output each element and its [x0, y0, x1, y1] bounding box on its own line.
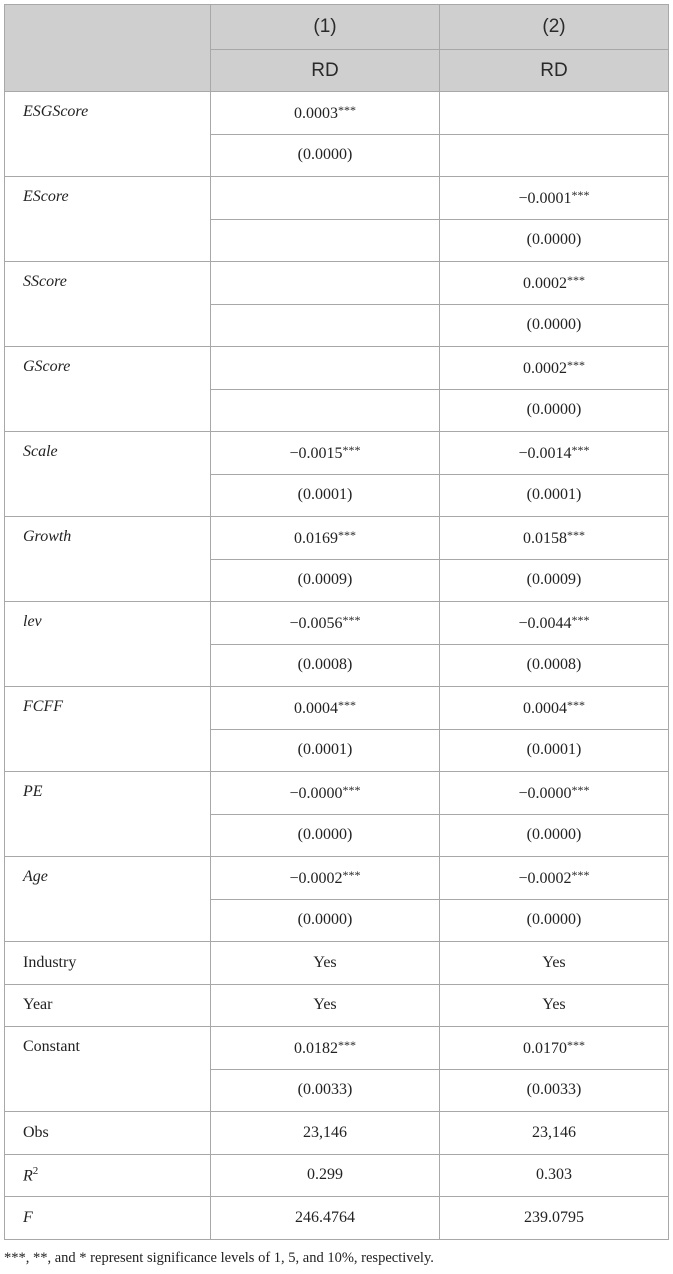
row-label-f: [5, 1197, 211, 1240]
coef-cell-model-1-value: 0.0004: [294, 699, 338, 717]
coef-cell-model-1: [211, 687, 440, 730]
coef-cell-model-2-significance-stars: ***: [567, 272, 585, 287]
table-footnote: ***, **, and * represent significance levels of 1, 5, and 10%, respectively.: [4, 1250, 434, 1266]
row-label-sscore: [5, 262, 211, 347]
table-row: [5, 687, 669, 730]
fe-cell-model-2-value: Yes: [542, 996, 566, 1014]
coef-cell-model-1: [211, 347, 440, 390]
table-header: [5, 5, 669, 92]
se-cell-model-2: [440, 1069, 669, 1112]
coef-cell-model-1: [211, 772, 440, 815]
coef-cell-model-2-value: 0.0002: [523, 359, 567, 377]
stat-cell-model-1: [211, 1154, 440, 1197]
row-label-scale: [5, 432, 211, 517]
row-label-year: Year: [5, 984, 211, 1027]
coef-cell-model-2-significance-stars: ***: [571, 867, 590, 882]
fe-cell-model-2: [440, 942, 669, 985]
table-row: [5, 1154, 669, 1197]
coef-cell-model-1-significance-stars: ***: [338, 102, 356, 117]
coef-cell-model-2-value: −0.0002: [518, 869, 572, 887]
se-cell-model-1-value: (0.0009): [297, 571, 353, 589]
coef-cell-model-2: [440, 687, 669, 730]
header-model-1: (1): [211, 5, 440, 50]
coef-cell-model-1-significance-stars: ***: [342, 442, 361, 457]
table-row: [5, 92, 669, 135]
table-row: [5, 432, 669, 475]
table-row: [5, 1197, 669, 1240]
coef-cell-model-2-value: 0.0158: [523, 529, 567, 547]
stat-cell-model-2-value: 239.0795: [524, 1208, 584, 1226]
row-label-escore: [5, 177, 211, 262]
se-cell-model-2-value: (0.0000): [526, 401, 582, 419]
coef-cell-model-1-value: 0.0003: [294, 104, 338, 122]
header-row-model-numbers: [5, 5, 669, 50]
coef-cell-model-2: [440, 1027, 669, 1070]
coef-cell-model-2-value: 0.0002: [523, 274, 567, 292]
stat-cell-model-2: [440, 1112, 669, 1155]
coef-cell-model-2: [440, 772, 669, 815]
row-label-obs: Obs: [5, 1112, 211, 1155]
table-row: [5, 942, 669, 985]
se-cell-model-1: [211, 729, 440, 772]
se-cell-model-2: [440, 814, 669, 857]
coef-cell-model-2: [440, 262, 669, 305]
se-cell-model-2: [440, 899, 669, 942]
se-cell-model-1-value: (0.0000): [297, 826, 353, 844]
stat-cell-model-1-value: 246.4764: [295, 1208, 355, 1226]
table-row: [5, 602, 669, 645]
se-cell-model-2: [440, 389, 669, 432]
stat-cell-model-2: [440, 1197, 669, 1240]
coef-cell-model-1-value: −0.0000: [289, 784, 343, 802]
stat-cell-model-1: [211, 1112, 440, 1155]
coef-cell-model-2-value: −0.0001: [518, 189, 572, 207]
se-cell-model-2: [440, 644, 669, 687]
coef-cell-model-2: [440, 602, 669, 645]
se-cell-model-2: [440, 134, 669, 177]
se-cell-model-2-value: (0.0001): [526, 486, 582, 504]
coef-cell-model-2-significance-stars: ***: [567, 527, 585, 542]
coef-cell-model-1-significance-stars: ***: [338, 697, 356, 712]
coef-cell-model-1: [211, 92, 440, 135]
table-row: [5, 517, 669, 560]
stat-cell-model-1-value: 0.299: [307, 1166, 343, 1184]
se-cell-model-1: [211, 474, 440, 517]
coef-cell-model-1-value: −0.0056: [289, 614, 343, 632]
table-row: [5, 857, 669, 900]
coef-cell-model-2-significance-stars: ***: [567, 1037, 585, 1052]
row-label-industry: Industry: [5, 942, 211, 985]
se-cell-model-1: [211, 644, 440, 687]
row-label-pe: [5, 772, 211, 857]
row-label-text: Scale: [23, 443, 58, 460]
row-label-text: FCFF: [23, 698, 63, 715]
row-label-text: SScore: [23, 273, 67, 290]
coef-cell-model-2-significance-stars: ***: [571, 442, 590, 457]
se-cell-model-1-value: (0.0000): [297, 146, 353, 164]
row-label-text: R: [23, 1167, 33, 1185]
coef-cell-model-2-value: −0.0044: [518, 614, 572, 632]
coef-cell-model-1-significance-stars: ***: [338, 1037, 356, 1052]
se-cell-model-1-value: (0.0008): [297, 656, 353, 674]
coef-cell-model-2-value: −0.0000: [518, 784, 572, 802]
stat-cell-model-2-value: 23,146: [532, 1123, 576, 1141]
coef-cell-model-2-significance-stars: ***: [567, 357, 585, 372]
stat-cell-model-2: [440, 1154, 669, 1197]
row-label-text: GScore: [23, 358, 71, 375]
fe-cell-model-1: [211, 984, 440, 1027]
se-cell-model-2: [440, 729, 669, 772]
regression-table-container: [4, 4, 668, 1240]
row-label-text: F: [23, 1208, 33, 1226]
coef-cell-model-1-value: −0.0002: [289, 869, 343, 887]
se-cell-model-2-value: (0.0009): [526, 571, 582, 589]
se-cell-model-1: [211, 814, 440, 857]
coef-cell-model-1-significance-stars: ***: [338, 527, 356, 542]
row-label-text: lev: [23, 613, 42, 630]
coef-cell-model-2: [440, 432, 669, 475]
coef-cell-model-2: [440, 347, 669, 390]
coef-cell-model-1: [211, 602, 440, 645]
header-blank-cell: [5, 5, 211, 92]
row-label-text: Age: [23, 868, 48, 885]
se-cell-model-1: [211, 899, 440, 942]
se-cell-model-1-value: (0.0001): [297, 486, 353, 504]
se-cell-model-1: [211, 134, 440, 177]
coef-cell-model-1-value: −0.0015: [289, 444, 343, 462]
se-cell-model-2-value: (0.0001): [526, 741, 582, 759]
row-label-text: ESGScore: [23, 103, 89, 120]
stat-cell-model-1-value: 23,146: [303, 1123, 347, 1141]
se-cell-model-2-value: (0.0000): [526, 911, 582, 929]
row-label-lev: [5, 602, 211, 687]
coef-cell-model-2-value: 0.0170: [523, 1039, 567, 1057]
header-depvar-1: RD: [211, 50, 440, 92]
superscript-two: 2: [32, 1165, 39, 1178]
coef-cell-model-2-significance-stars: ***: [571, 187, 590, 202]
se-cell-model-2: [440, 304, 669, 347]
coef-cell-model-1: [211, 1027, 440, 1070]
se-cell-model-2: [440, 219, 669, 262]
coef-cell-model-1-significance-stars: ***: [342, 612, 361, 627]
se-cell-model-1-value: (0.0033): [297, 1081, 353, 1099]
se-cell-model-1: [211, 219, 440, 262]
row-label-constant: Constant: [5, 1027, 211, 1112]
coef-cell-model-1-value: 0.0182: [294, 1039, 338, 1057]
regression-table: [4, 4, 669, 1240]
coef-cell-model-1: [211, 857, 440, 900]
coef-cell-model-1-significance-stars: ***: [342, 782, 361, 797]
coef-cell-model-2-significance-stars: ***: [567, 697, 585, 712]
table-row: [5, 772, 669, 815]
se-cell-model-2: [440, 474, 669, 517]
table-row: [5, 347, 669, 390]
coef-cell-model-2: [440, 177, 669, 220]
se-cell-model-1: [211, 1069, 440, 1112]
coef-cell-model-2-value: −0.0014: [518, 444, 572, 462]
se-cell-model-1: [211, 304, 440, 347]
row-label-growth: [5, 517, 211, 602]
row-label-text: Growth: [23, 528, 72, 545]
row-label-text: EScore: [23, 188, 69, 205]
se-cell-model-2-value: (0.0008): [526, 656, 582, 674]
se-cell-model-2: [440, 559, 669, 602]
row-label-fcff: [5, 687, 211, 772]
fe-cell-model-1: [211, 942, 440, 985]
se-cell-model-1-value: (0.0001): [297, 741, 353, 759]
coef-cell-model-1: [211, 262, 440, 305]
table-row: [5, 1112, 669, 1155]
row-label-age: [5, 857, 211, 942]
table-row: [5, 177, 669, 220]
se-cell-model-1: [211, 389, 440, 432]
table-body: [5, 92, 669, 1240]
header-depvar-2: RD: [440, 50, 669, 92]
fe-cell-model-2: [440, 984, 669, 1027]
coef-cell-model-1: [211, 517, 440, 560]
table-row: [5, 984, 669, 1027]
coef-cell-model-2: [440, 857, 669, 900]
se-cell-model-2-value: (0.0000): [526, 316, 582, 334]
coef-cell-model-2: [440, 92, 669, 135]
fe-cell-model-1-value: Yes: [313, 996, 337, 1014]
row-label-r-squared: [5, 1154, 211, 1197]
row-label-esgscore: [5, 92, 211, 177]
row-label-gscore: [5, 347, 211, 432]
header-model-2: (2): [440, 5, 669, 50]
stat-cell-model-1: [211, 1197, 440, 1240]
coef-cell-model-2-value: 0.0004: [523, 699, 567, 717]
coef-cell-model-1: [211, 177, 440, 220]
coef-cell-model-1: [211, 432, 440, 475]
se-cell-model-1: [211, 559, 440, 602]
se-cell-model-2-value: (0.0033): [526, 1081, 582, 1099]
stat-cell-model-2-value: 0.303: [536, 1166, 572, 1184]
coef-cell-model-2-significance-stars: ***: [571, 782, 590, 797]
row-label-text: PE: [23, 783, 43, 800]
se-cell-model-2-value: (0.0000): [526, 231, 582, 249]
coef-cell-model-2-significance-stars: ***: [571, 612, 590, 627]
table-row: [5, 1027, 669, 1070]
table-row: [5, 262, 669, 305]
fe-cell-model-2-value: Yes: [542, 953, 566, 971]
coef-cell-model-1-significance-stars: ***: [342, 867, 361, 882]
coef-cell-model-1-value: 0.0169: [294, 529, 338, 547]
se-cell-model-2-value: (0.0000): [526, 826, 582, 844]
se-cell-model-1-value: (0.0000): [297, 911, 353, 929]
coef-cell-model-2: [440, 517, 669, 560]
fe-cell-model-1-value: Yes: [313, 953, 337, 971]
